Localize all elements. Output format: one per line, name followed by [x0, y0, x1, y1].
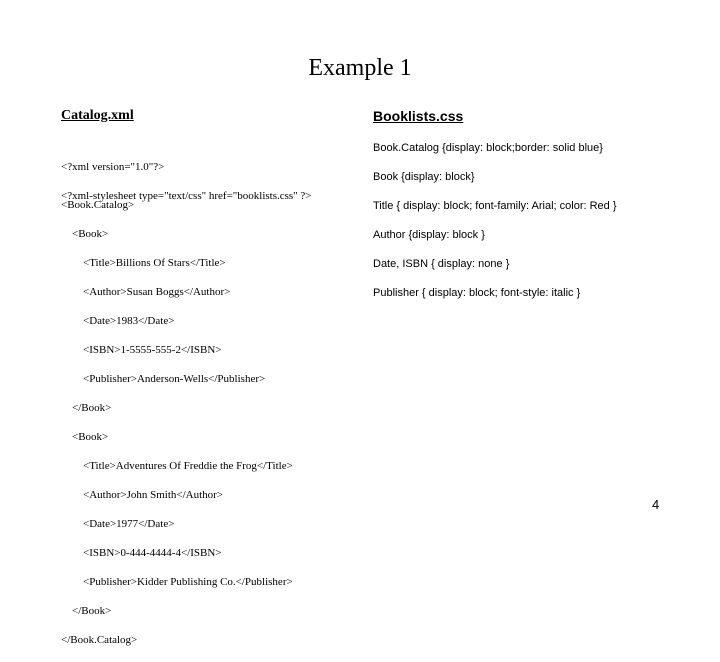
xml-declaration-line: <?xml version="1.0"?> — [61, 160, 165, 173]
code-line: </Book> — [61, 604, 112, 617]
page-number: 4 — [652, 497, 660, 512]
css-rule-publisher: Publisher { display: block; font-style: italic } — [373, 287, 581, 299]
xml-catalog-code — [61, 183, 293, 662]
code-line: </Book> — [61, 401, 112, 414]
code-line: <Date>1983</Date> — [61, 314, 175, 327]
code-line: <ISBN>0-444-4444-4</ISBN> — [61, 546, 222, 559]
code-line: <Title>Billions Of Stars</Title> — [61, 256, 226, 269]
css-rule-catalog: Book.Catalog {display: block;border: solid blue} — [373, 142, 603, 154]
xml-file-heading: Catalog.xml — [61, 108, 134, 123]
code-line: <Book> — [61, 430, 109, 443]
code-line: </Book.Catalog> — [61, 633, 138, 646]
code-line: <ISBN>1-5555-555-2</ISBN> — [61, 343, 222, 356]
css-rule-title: Title { display: block; font-family: Arial; color: Red } — [373, 200, 617, 212]
code-line: <Author>Susan Boggs</Author> — [61, 285, 231, 298]
slide-title: Example 1 — [308, 55, 412, 81]
code-line: <Title>Adventures Of Freddie the Frog</Title> — [61, 459, 293, 472]
css-rule-book: Book {display: block} — [373, 171, 475, 183]
css-file-heading: Booklists.css — [373, 108, 464, 124]
css-rule-author: Author {display: block } — [373, 229, 485, 241]
code-line: <Author>John Smith</Author> — [61, 488, 224, 501]
code-line: <Date>1977</Date> — [61, 517, 175, 530]
css-rule-date-isbn: Date, ISBN { display: none } — [373, 258, 510, 270]
code-line: <Book.Catalog> — [61, 198, 135, 211]
code-line: <Publisher>Kidder Publishing Co.</Publisher> — [61, 575, 293, 588]
xml-stylesheet-line: <?xml-stylesheet type="text/css" href="booklists.css" ?> — [61, 189, 312, 202]
code-line: <Book> — [61, 227, 109, 240]
code-line: <Publisher>Anderson-Wells</Publisher> — [61, 372, 266, 385]
